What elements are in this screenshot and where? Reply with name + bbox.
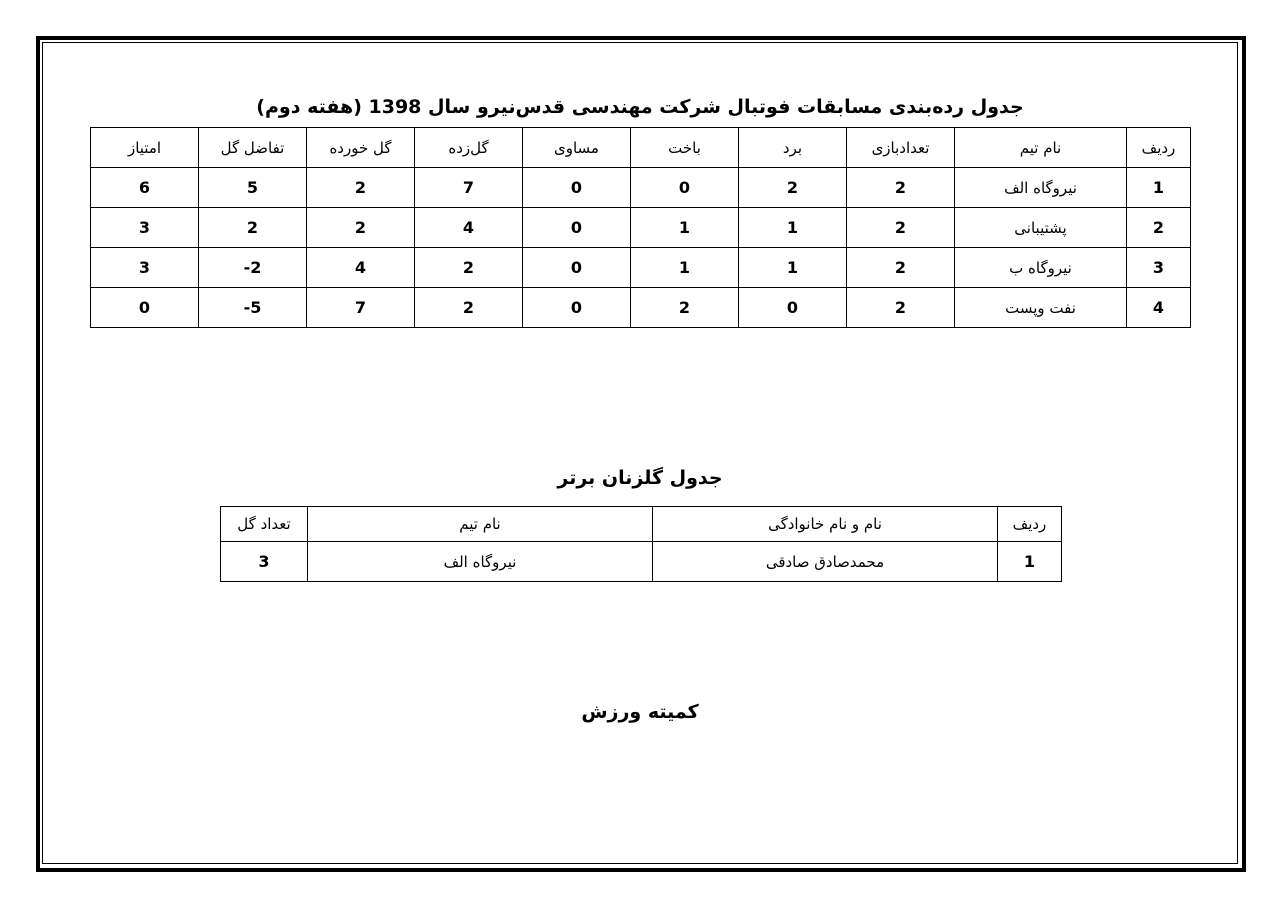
cell-points: 3 — [91, 248, 199, 288]
cell-lost: 0 — [631, 168, 739, 208]
cell-won: 0 — [739, 288, 847, 328]
cell-played: 2 — [847, 248, 955, 288]
table-row — [91, 288, 1191, 328]
cell-won: 1 — [739, 208, 847, 248]
scorers-title: جدول گلزنان برتر — [557, 467, 723, 489]
cell-team: نیروگاه الف — [308, 542, 653, 582]
cell-full-name: محمدصادق صادقی — [653, 542, 998, 582]
cell-won: 1 — [739, 248, 847, 288]
cell-goals-for: 2 — [415, 248, 523, 288]
header-goals-against: گل خورده — [307, 128, 415, 168]
table-row — [91, 208, 1191, 248]
cell-drawn: 0 — [523, 248, 631, 288]
cell-points: 0 — [91, 288, 199, 328]
table-row — [91, 248, 1191, 288]
cell-won: 2 — [739, 168, 847, 208]
standings-table — [90, 127, 1191, 328]
cell-goal-diff: 2 — [199, 208, 307, 248]
cell-goals-against: 2 — [307, 168, 415, 208]
cell-team: نیروگاه ب — [955, 248, 1127, 288]
cell-goals-for: 7 — [415, 168, 523, 208]
cell-goal-diff: 5 — [199, 168, 307, 208]
cell-lost: 1 — [631, 208, 739, 248]
cell-played: 2 — [847, 288, 955, 328]
header-points: امتیاز — [91, 128, 199, 168]
cell-points: 3 — [91, 208, 199, 248]
header-played: تعدادبازی — [847, 128, 955, 168]
standings-header-row — [91, 128, 1191, 168]
scorers-header-row — [221, 507, 1062, 542]
table-row — [91, 168, 1191, 208]
cell-lost: 2 — [631, 288, 739, 328]
cell-team: نیروگاه الف — [955, 168, 1127, 208]
cell-goals-for: 2 — [415, 288, 523, 328]
cell-rank: 4 — [1127, 288, 1191, 328]
cell-points: 6 — [91, 168, 199, 208]
signature: کمیته ورزش — [581, 701, 699, 723]
cell-drawn: 0 — [523, 168, 631, 208]
cell-played: 2 — [847, 168, 955, 208]
header-goals-for: گل‌زده — [415, 128, 523, 168]
header-lost: باخت — [631, 128, 739, 168]
cell-lost: 1 — [631, 248, 739, 288]
cell-goal-diff: 2- — [199, 248, 307, 288]
header-full-name: نام و نام خانوادگی — [653, 507, 998, 542]
header-goals: تعداد گل — [221, 507, 308, 542]
header-goal-diff: تفاضل گل — [199, 128, 307, 168]
cell-rank: 3 — [1127, 248, 1191, 288]
header-rank: ردیف — [1127, 128, 1191, 168]
cell-team: پشتیبانی — [955, 208, 1127, 248]
cell-team: نفت وپست — [955, 288, 1127, 328]
cell-rank: 1 — [998, 542, 1062, 582]
table-row — [221, 542, 1062, 582]
cell-goal-diff: 5- — [199, 288, 307, 328]
header-team: نام تیم — [955, 128, 1127, 168]
header-rank: ردیف — [998, 507, 1062, 542]
top-scorers-table — [220, 506, 1062, 582]
cell-goals-against: 7 — [307, 288, 415, 328]
header-won: برد — [739, 128, 847, 168]
cell-played: 2 — [847, 208, 955, 248]
cell-drawn: 0 — [523, 208, 631, 248]
cell-drawn: 0 — [523, 288, 631, 328]
standings-title: جدول رده‌بندی مسابقات فوتبال شرکت مهندسی قدس‌نیرو سال 1398 (هفته دوم) — [256, 96, 1024, 118]
cell-rank: 2 — [1127, 208, 1191, 248]
cell-goals-against: 2 — [307, 208, 415, 248]
cell-rank: 1 — [1127, 168, 1191, 208]
header-team: نام تیم — [308, 507, 653, 542]
header-drawn: مساوی — [523, 128, 631, 168]
cell-goals-for: 4 — [415, 208, 523, 248]
cell-goals-against: 4 — [307, 248, 415, 288]
cell-goals: 3 — [221, 542, 308, 582]
